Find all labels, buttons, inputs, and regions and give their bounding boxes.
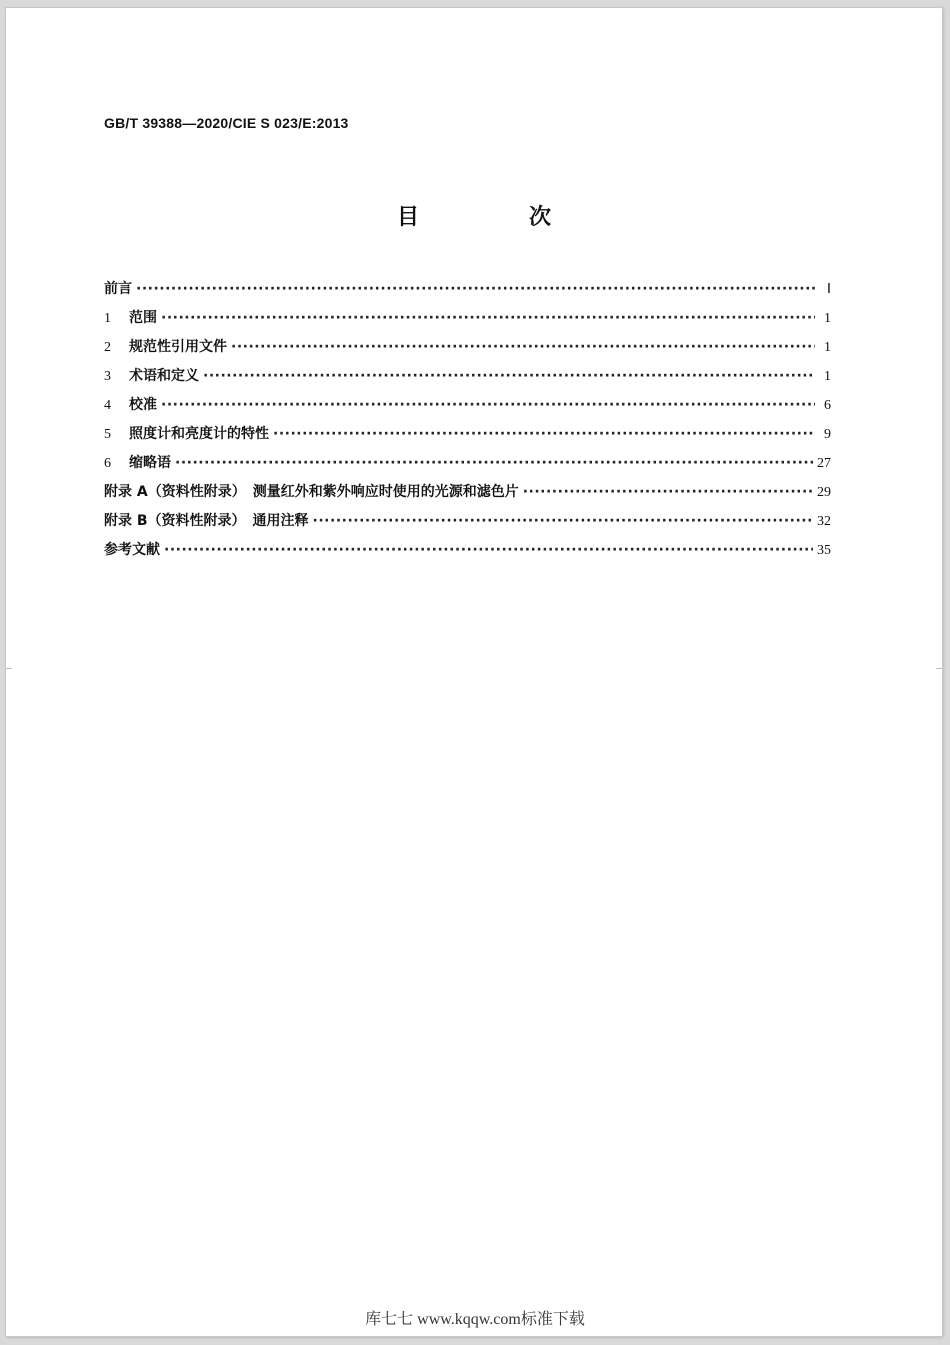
toc-entry-page: 1	[824, 340, 831, 355]
toc-entry-label: 附录 B（资料性附录） 通用注释	[104, 513, 309, 529]
toc-entry-label: 照度计和亮度计的特性	[129, 426, 269, 442]
toc-leader-dots	[175, 455, 813, 471]
toc-entry-label: 附录 A（资料性附录） 测量红外和紫外响应时使用的光源和滤色片	[104, 484, 519, 500]
toc-entry-bibliography[interactable]	[104, 539, 831, 568]
document-page	[6, 8, 942, 1336]
toc-leader-dots	[231, 339, 815, 355]
toc-leader-dots	[203, 368, 815, 384]
toc-entry-label: 前言	[104, 281, 132, 297]
toc-entry-number: 3	[104, 369, 111, 384]
toc-entry-annex-b[interactable]	[104, 510, 831, 539]
toc-entry-label: 缩略语	[129, 455, 171, 471]
fold-mark-left	[6, 668, 12, 669]
toc-title: 目 次	[396, 205, 595, 230]
toc-entry-calibration[interactable]	[104, 394, 831, 423]
toc-entry-page: 1	[824, 369, 831, 384]
toc-entry-foreword[interactable]	[104, 278, 831, 307]
toc-leader-dots	[313, 513, 813, 529]
toc-entry-number: 1	[104, 311, 111, 326]
toc-entry-page: 6	[824, 398, 831, 413]
toc-entry-number: 4	[104, 398, 111, 413]
toc-entry-scope[interactable]	[104, 307, 831, 336]
toc-entry-number: 6	[104, 456, 111, 471]
toc-leader-dots	[164, 542, 813, 558]
toc-entry-terms-definitions[interactable]	[104, 365, 831, 394]
toc-entry-page: 9	[824, 427, 831, 442]
toc-leader-dots	[161, 397, 815, 413]
footer-watermark-text: 库七七 www.kqqw.com标准下载	[365, 1311, 585, 1328]
fold-mark-right	[936, 668, 942, 669]
toc-entry-page: 27	[817, 456, 831, 471]
toc-entry-page: Ⅰ	[826, 282, 831, 297]
toc-entry-normative-references[interactable]	[104, 336, 831, 365]
toc-entry-page: 29	[817, 485, 831, 500]
toc-entry-page: 32	[817, 514, 831, 529]
toc-leader-dots	[136, 281, 815, 297]
toc-entry-label: 规范性引用文件	[129, 339, 227, 355]
document-code: GB/T 39388—2020/CIE S 023/E:2013	[104, 115, 349, 131]
toc-entry-page: 1	[824, 311, 831, 326]
toc-entry-characteristics[interactable]	[104, 423, 831, 452]
toc-entry-page: 35	[817, 543, 831, 558]
table-of-contents	[104, 278, 831, 568]
toc-entry-label: 参考文献	[104, 542, 160, 558]
toc-leader-dots	[273, 426, 815, 442]
toc-leader-dots	[161, 310, 815, 326]
toc-entry-label: 校准	[129, 397, 157, 413]
toc-entry-annex-a[interactable]	[104, 481, 831, 510]
toc-entry-label: 范围	[129, 310, 157, 326]
toc-leader-dots	[523, 484, 813, 500]
toc-entry-number: 5	[104, 427, 111, 442]
toc-entry-number: 2	[104, 340, 111, 355]
toc-entry-abbreviations[interactable]	[104, 452, 831, 481]
toc-entry-label: 术语和定义	[129, 368, 199, 384]
